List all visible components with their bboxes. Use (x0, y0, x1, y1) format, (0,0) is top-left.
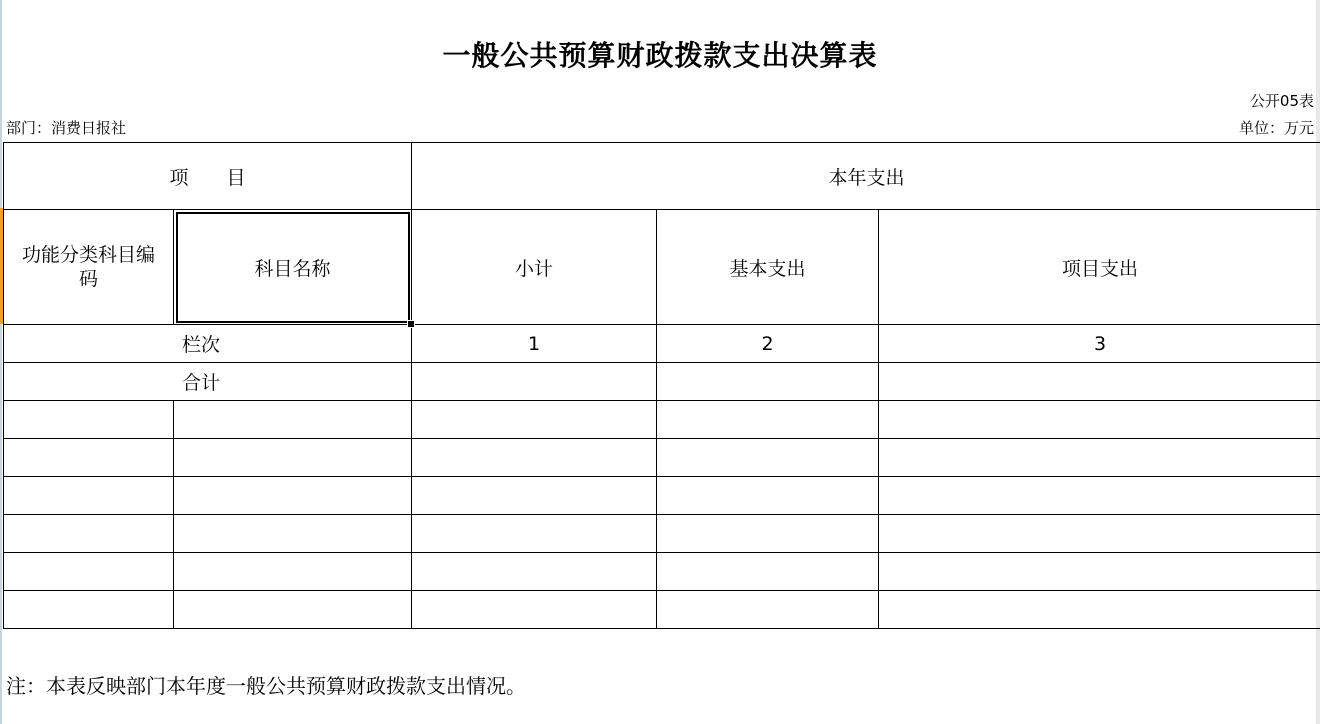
cell[interactable] (879, 477, 1320, 515)
cell[interactable] (4, 515, 174, 553)
header-subject-name-cell[interactable] (174, 210, 412, 325)
cell[interactable] (657, 553, 879, 591)
form-number: 公开05表 (1249, 92, 1314, 110)
budget-table (3, 142, 1320, 629)
total-project-cell[interactable] (879, 363, 1320, 401)
cell[interactable] (174, 591, 412, 629)
fill-handle[interactable] (407, 320, 415, 328)
cell[interactable] (412, 591, 657, 629)
cell[interactable] (412, 553, 657, 591)
cell[interactable] (4, 591, 174, 629)
table-row (4, 439, 1320, 477)
subject-name-label: 科目名称 (254, 257, 331, 280)
cell[interactable] (174, 439, 412, 477)
cell[interactable] (657, 401, 879, 439)
cell[interactable] (657, 477, 879, 515)
cell[interactable] (879, 401, 1320, 439)
cell[interactable] (174, 477, 412, 515)
table-row (4, 553, 1320, 591)
cell[interactable] (657, 439, 879, 477)
cell[interactable] (657, 591, 879, 629)
header-row-1 (4, 143, 1320, 210)
cell[interactable] (879, 515, 1320, 553)
header-item-cell[interactable]: 项 目 (4, 143, 412, 210)
page-title: 一般公共预算财政拨款支出决算表 (442, 39, 878, 72)
cell[interactable] (412, 401, 657, 439)
col-index-1[interactable]: 1 (412, 325, 657, 363)
table-row (4, 401, 1320, 439)
col-index-2[interactable]: 2 (657, 325, 879, 363)
unit-label: 单位：万元 (1238, 119, 1314, 137)
table-row (4, 515, 1320, 553)
window-left-edge (0, 0, 2, 724)
header-subtotal-cell[interactable]: 小计 (412, 210, 657, 325)
cell[interactable] (174, 553, 412, 591)
cell[interactable] (879, 591, 1320, 629)
header-basic-cell[interactable]: 基本支出 (657, 210, 879, 325)
table-row (4, 591, 1320, 629)
cell[interactable] (412, 439, 657, 477)
total-label-cell[interactable]: 合计 (4, 363, 412, 401)
table-row (4, 477, 1320, 515)
cell[interactable] (4, 401, 174, 439)
header-project-cell[interactable]: 项目支出 (879, 210, 1320, 325)
cell[interactable] (879, 553, 1320, 591)
cell[interactable] (4, 477, 174, 515)
cell[interactable] (412, 477, 657, 515)
header-func-code-cell[interactable] (4, 210, 174, 325)
cell[interactable] (174, 401, 412, 439)
header-current-year-cell[interactable]: 本年支出 (412, 143, 1320, 210)
cell[interactable] (4, 553, 174, 591)
total-basic-cell[interactable] (657, 363, 879, 401)
cell[interactable] (4, 439, 174, 477)
col-index-3[interactable]: 3 (879, 325, 1320, 363)
table-row-column-index (4, 325, 1320, 363)
cell[interactable] (174, 515, 412, 553)
table-row-total (4, 363, 1320, 401)
cell[interactable] (412, 515, 657, 553)
department-label: 部门：消费日报社 (6, 119, 127, 137)
footnote: 注：本表反映部门本年度一般公共预算财政拨款支出情况。 (6, 674, 526, 698)
cell[interactable] (657, 515, 879, 553)
cell[interactable] (879, 439, 1320, 477)
total-subtotal-cell[interactable] (412, 363, 657, 401)
column-index-label-cell[interactable]: 栏次 (4, 325, 412, 363)
header-row-2 (4, 210, 1320, 325)
func-code-label: 功能分类科目编码 (21, 244, 155, 290)
